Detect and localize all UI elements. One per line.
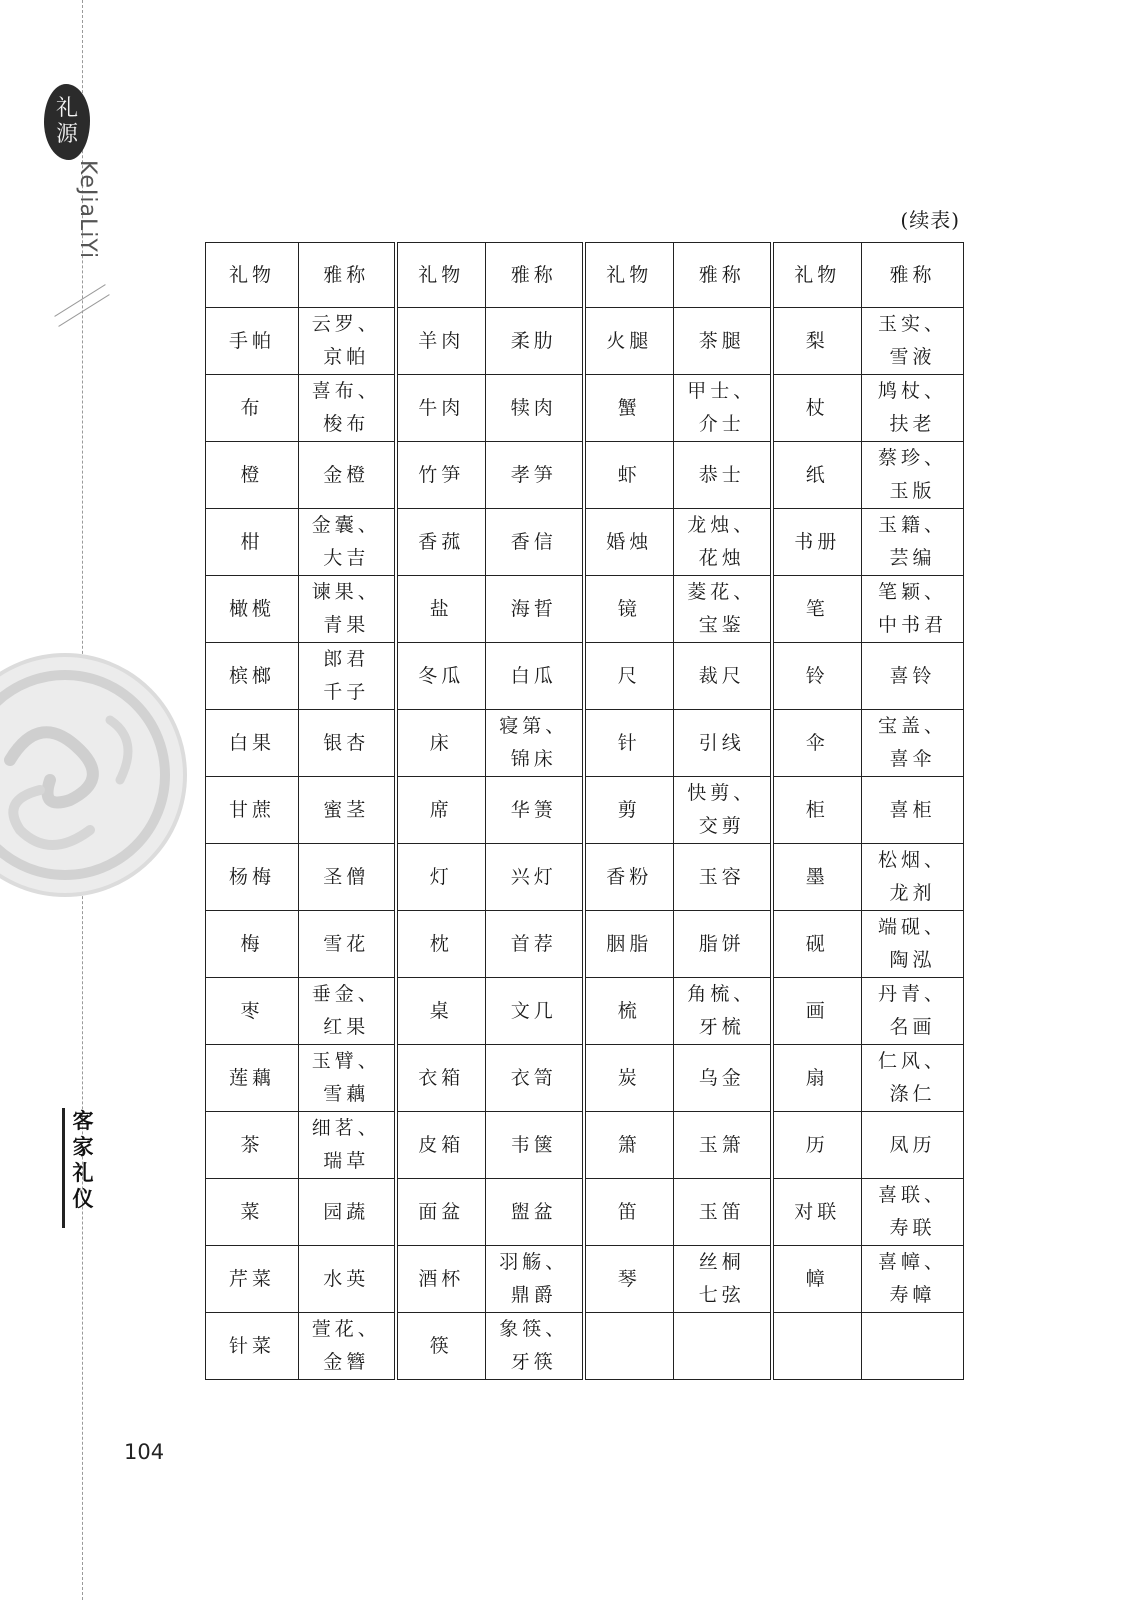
gift-cell xyxy=(772,308,862,375)
elegant-name-cell xyxy=(486,911,584,978)
elegant-name-text: 快剪、 交剪 xyxy=(687,782,757,837)
gift-text: 柜 xyxy=(805,798,829,821)
elegant-name-cell xyxy=(486,1313,584,1380)
gift-cell xyxy=(396,308,486,375)
elegant-name-text: 银杏 xyxy=(323,731,370,754)
elegant-name-cell xyxy=(674,1313,772,1380)
elegant-name-text: 园蔬 xyxy=(323,1200,370,1223)
gift-cell xyxy=(584,1045,674,1112)
elegant-name-text: 玉籍、 芸编 xyxy=(877,514,947,569)
elegant-name-text: 裁尺 xyxy=(698,664,745,687)
elegant-name-cell xyxy=(674,442,772,509)
gift-cell xyxy=(206,1179,299,1246)
gift-cell xyxy=(772,1246,862,1313)
gift-text: 笔 xyxy=(805,597,829,620)
gift-cell xyxy=(584,777,674,844)
table-row xyxy=(206,509,964,576)
elegant-name-text: 玉箫 xyxy=(698,1133,745,1156)
gift-cell xyxy=(584,710,674,777)
elegant-name-cell xyxy=(299,375,396,442)
elegant-name-text: 犊肉 xyxy=(510,396,557,419)
elegant-name-cell xyxy=(299,1045,396,1112)
gift-text: 针菜 xyxy=(228,1334,275,1357)
elegant-name-cell xyxy=(674,844,772,911)
gift-text: 剪 xyxy=(617,798,641,821)
gift-cell xyxy=(584,442,674,509)
elegant-name-text: 韦箧 xyxy=(510,1133,557,1156)
seal-char-1: 礼 xyxy=(55,96,78,121)
elegant-name-cell xyxy=(299,1313,396,1380)
elegant-name-cell xyxy=(862,576,964,643)
elegant-name-text: 郎君 千子 xyxy=(323,648,370,703)
gift-text: 墨 xyxy=(805,865,829,888)
gift-cell xyxy=(206,978,299,1045)
elegant-name-text: 喜布、 梭布 xyxy=(311,380,381,435)
table-row xyxy=(206,978,964,1045)
elegant-name-text: 龙烛、 花烛 xyxy=(687,514,757,569)
gift-cell xyxy=(772,509,862,576)
elegant-name-text: 玉笛 xyxy=(698,1200,745,1223)
header-gift: 礼物 xyxy=(584,243,674,308)
gift-names-table xyxy=(205,242,964,1380)
gift-text: 冬瓜 xyxy=(418,664,465,687)
gift-cell xyxy=(584,1112,674,1179)
elegant-name-text: 菱花、 宝鉴 xyxy=(687,581,757,636)
header-gift: 礼物 xyxy=(206,243,299,308)
seal-char-2: 源 xyxy=(55,122,78,147)
elegant-name-text: 蔡珍、 玉版 xyxy=(877,447,947,502)
elegant-name-text: 衣笥 xyxy=(510,1066,557,1089)
gift-text: 布 xyxy=(240,396,264,419)
table-row xyxy=(206,911,964,978)
gift-cell xyxy=(396,643,486,710)
gift-text: 羊肉 xyxy=(418,329,465,352)
elegant-name-text: 兴灯 xyxy=(510,865,557,888)
gift-cell xyxy=(772,375,862,442)
elegant-name-text: 华箦 xyxy=(510,798,557,821)
gift-text: 婚烛 xyxy=(606,530,653,553)
gift-cell xyxy=(396,1112,486,1179)
gift-text: 杖 xyxy=(805,396,829,419)
gift-cell xyxy=(584,978,674,1045)
gift-cell xyxy=(206,1246,299,1313)
gift-cell xyxy=(396,375,486,442)
elegant-name-cell xyxy=(674,1179,772,1246)
gift-text: 席 xyxy=(429,798,453,821)
gift-text: 香菰 xyxy=(418,530,465,553)
gift-cell xyxy=(396,1179,486,1246)
elegant-name-cell xyxy=(674,1246,772,1313)
elegant-name-cell xyxy=(299,509,396,576)
elegant-name-cell xyxy=(862,911,964,978)
header-gift: 礼物 xyxy=(396,243,486,308)
gift-text: 芹菜 xyxy=(228,1267,275,1290)
gift-text: 枣 xyxy=(240,999,264,1022)
table-row xyxy=(206,1045,964,1112)
gift-text: 书册 xyxy=(794,530,841,553)
table-row xyxy=(206,1179,964,1246)
gift-text: 牛肉 xyxy=(418,396,465,419)
gift-text: 箫 xyxy=(617,1133,641,1156)
elegant-name-cell xyxy=(862,1246,964,1313)
elegant-name-text: 角梳、 牙梳 xyxy=(687,983,757,1038)
gift-cell xyxy=(206,844,299,911)
elegant-name-text: 圣僧 xyxy=(323,865,370,888)
elegant-name-text: 凤历 xyxy=(889,1133,936,1156)
elegant-name-text: 丝桐 七弦 xyxy=(698,1251,745,1306)
gift-text: 白果 xyxy=(228,731,275,754)
elegant-name-cell xyxy=(486,710,584,777)
elegant-name-text: 谏果、 青果 xyxy=(311,581,381,636)
elegant-name-cell xyxy=(862,442,964,509)
gift-cell xyxy=(772,576,862,643)
gift-text: 酒杯 xyxy=(418,1267,465,1290)
gift-text: 竹笋 xyxy=(418,463,465,486)
header-elegant-name: 雅称 xyxy=(674,243,772,308)
elegant-name-text: 脂饼 xyxy=(698,932,745,955)
elegant-name-text: 萱花、 金簪 xyxy=(311,1318,381,1373)
elegant-name-cell xyxy=(674,643,772,710)
elegant-name-cell xyxy=(862,509,964,576)
elegant-name-cell xyxy=(299,911,396,978)
elegant-name-text: 甲士、 介士 xyxy=(687,380,757,435)
elegant-name-cell xyxy=(486,978,584,1045)
header-gift: 礼物 xyxy=(772,243,862,308)
elegant-name-text: 垂金、 红果 xyxy=(311,983,381,1038)
elegant-name-text: 首荐 xyxy=(510,932,557,955)
elegant-name-cell xyxy=(299,710,396,777)
gift-cell xyxy=(584,375,674,442)
elegant-name-text: 寝第、 锦床 xyxy=(499,715,569,770)
elegant-name-cell xyxy=(299,1246,396,1313)
gift-text: 菜 xyxy=(240,1200,264,1223)
gift-cell xyxy=(206,1313,299,1380)
gift-cell xyxy=(584,911,674,978)
header-elegant-name: 雅称 xyxy=(299,243,396,308)
elegant-name-cell xyxy=(674,308,772,375)
elegant-name-cell xyxy=(862,710,964,777)
gift-text: 历 xyxy=(805,1133,829,1156)
gift-text: 槟榔 xyxy=(228,664,275,687)
elegant-name-text: 松烟、 龙剂 xyxy=(877,849,947,904)
gift-text: 筷 xyxy=(429,1334,453,1357)
gift-cell xyxy=(772,643,862,710)
elegant-name-text: 喜幛、 寿幛 xyxy=(877,1251,947,1306)
gift-cell xyxy=(772,978,862,1045)
gift-text: 针 xyxy=(617,731,641,754)
table-row xyxy=(206,576,964,643)
continued-label: (续表) xyxy=(900,208,960,232)
elegant-name-cell xyxy=(674,509,772,576)
gift-text: 茶 xyxy=(240,1133,264,1156)
table-row xyxy=(206,643,964,710)
gift-text: 画 xyxy=(805,999,829,1022)
gift-cell xyxy=(396,1313,486,1380)
gift-cell xyxy=(772,777,862,844)
elegant-name-cell xyxy=(486,509,584,576)
elegant-name-cell xyxy=(862,1112,964,1179)
elegant-name-text: 玉容 xyxy=(698,865,745,888)
gift-cell xyxy=(396,978,486,1045)
gift-text: 炭 xyxy=(617,1066,641,1089)
elegant-name-text: 文几 xyxy=(510,999,557,1022)
gift-cell xyxy=(772,1313,862,1380)
gift-cell xyxy=(772,1112,862,1179)
gift-text: 灯 xyxy=(429,865,453,888)
elegant-name-cell xyxy=(862,1045,964,1112)
table-row xyxy=(206,1112,964,1179)
gift-text: 面盆 xyxy=(418,1200,465,1223)
gift-text: 对联 xyxy=(794,1200,841,1223)
gift-text: 莲藕 xyxy=(228,1066,275,1089)
elegant-name-text: 雪花 xyxy=(323,932,370,955)
gift-text: 梨 xyxy=(805,329,829,352)
table-row xyxy=(206,1246,964,1313)
elegant-name-text: 玉实、 雪液 xyxy=(877,313,947,368)
gift-cell xyxy=(584,844,674,911)
seal-logo xyxy=(44,84,90,160)
elegant-name-text: 乌金 xyxy=(698,1066,745,1089)
gift-text: 皮箱 xyxy=(418,1133,465,1156)
gift-text: 梳 xyxy=(617,999,641,1022)
elegant-name-cell xyxy=(486,308,584,375)
gift-cell xyxy=(584,576,674,643)
gift-text: 蟹 xyxy=(617,396,641,419)
gift-text: 桌 xyxy=(429,999,453,1022)
table-row xyxy=(206,844,964,911)
elegant-name-text: 白瓜 xyxy=(510,664,557,687)
elegant-name-text: 喜柜 xyxy=(889,798,936,821)
gift-cell xyxy=(396,1045,486,1112)
gift-text: 砚 xyxy=(805,932,829,955)
elegant-name-text: 云罗、 京帕 xyxy=(311,313,381,368)
gift-text: 橄榄 xyxy=(228,597,275,620)
elegant-name-text: 细茗、 瑞草 xyxy=(311,1117,381,1172)
gift-cell xyxy=(206,1045,299,1112)
header-elegant-name: 雅称 xyxy=(486,243,584,308)
elegant-name-text: 海晢 xyxy=(510,597,557,620)
elegant-name-cell xyxy=(486,777,584,844)
elegant-name-cell xyxy=(299,777,396,844)
gift-cell xyxy=(206,375,299,442)
gift-cell xyxy=(206,1112,299,1179)
gift-cell xyxy=(584,643,674,710)
table-row xyxy=(206,710,964,777)
book-title: 客家礼仪 xyxy=(62,1108,98,1228)
elegant-name-cell xyxy=(674,576,772,643)
gift-text: 柑 xyxy=(240,530,264,553)
elegant-name-cell xyxy=(486,1112,584,1179)
elegant-name-cell xyxy=(299,643,396,710)
gift-text: 纸 xyxy=(805,463,829,486)
gift-text: 梅 xyxy=(240,932,264,955)
elegant-name-cell xyxy=(486,1045,584,1112)
elegant-name-cell xyxy=(299,844,396,911)
elegant-name-text: 仁风、 涤仁 xyxy=(877,1050,947,1105)
table-row xyxy=(206,308,964,375)
gift-text: 铃 xyxy=(805,664,829,687)
elegant-name-cell xyxy=(299,1112,396,1179)
elegant-name-text: 茶腿 xyxy=(698,329,745,352)
elegant-name-text: 象筷、 牙筷 xyxy=(499,1318,569,1373)
elegant-name-cell xyxy=(486,576,584,643)
elegant-name-cell xyxy=(862,777,964,844)
gift-cell xyxy=(584,1313,674,1380)
gift-cell xyxy=(396,911,486,978)
table-row xyxy=(206,1313,964,1380)
elegant-name-cell xyxy=(486,1179,584,1246)
elegant-name-cell xyxy=(862,844,964,911)
elegant-name-text: 水英 xyxy=(323,1267,370,1290)
gift-cell xyxy=(206,710,299,777)
gift-cell xyxy=(396,777,486,844)
gift-text: 床 xyxy=(429,731,453,754)
gift-text: 虾 xyxy=(617,463,641,486)
elegant-name-text: 羽觞、 鼎爵 xyxy=(499,1251,569,1306)
gift-text: 甘蔗 xyxy=(228,798,275,821)
gift-cell xyxy=(772,1045,862,1112)
gift-text: 扇 xyxy=(805,1066,829,1089)
page-number: 104 xyxy=(124,1440,165,1464)
gift-cell xyxy=(584,308,674,375)
header-elegant-name: 雅称 xyxy=(862,243,964,308)
elegant-name-cell xyxy=(674,777,772,844)
gift-text: 火腿 xyxy=(606,329,653,352)
gift-text: 幛 xyxy=(805,1267,829,1290)
elegant-name-text: 玉臂、 雪藕 xyxy=(311,1050,381,1105)
elegant-name-cell xyxy=(486,643,584,710)
elegant-name-cell xyxy=(299,1179,396,1246)
elegant-name-cell xyxy=(486,375,584,442)
elegant-name-cell xyxy=(862,978,964,1045)
elegant-name-cell xyxy=(862,375,964,442)
elegant-name-text: 恭士 xyxy=(698,463,745,486)
elegant-name-cell xyxy=(674,710,772,777)
gift-cell xyxy=(396,710,486,777)
elegant-name-cell xyxy=(674,911,772,978)
elegant-name-text: 丹青、 名画 xyxy=(877,983,947,1038)
gift-cell xyxy=(584,1246,674,1313)
elegant-name-text: 蜜茎 xyxy=(323,798,370,821)
elegant-name-text: 盥盆 xyxy=(510,1200,557,1223)
gift-cell xyxy=(206,576,299,643)
gift-text: 盐 xyxy=(429,597,453,620)
gift-cell xyxy=(772,710,862,777)
elegant-name-cell xyxy=(299,442,396,509)
gift-cell xyxy=(396,576,486,643)
cloud-ornament-icon xyxy=(0,640,190,910)
table-row xyxy=(206,442,964,509)
elegant-name-cell xyxy=(486,1246,584,1313)
elegant-name-cell xyxy=(862,308,964,375)
elegant-name-text: 端砚、 陶泓 xyxy=(877,916,947,971)
elegant-name-cell xyxy=(486,844,584,911)
gift-cell xyxy=(206,308,299,375)
gift-cell xyxy=(206,643,299,710)
elegant-name-cell xyxy=(299,308,396,375)
gift-text: 琴 xyxy=(617,1267,641,1290)
elegant-name-cell xyxy=(486,442,584,509)
elegant-name-cell xyxy=(674,1045,772,1112)
gift-text: 胭脂 xyxy=(606,932,653,955)
gift-cell xyxy=(206,777,299,844)
elegant-name-cell xyxy=(862,1179,964,1246)
elegant-name-cell xyxy=(862,643,964,710)
elegant-name-text: 金囊、 大吉 xyxy=(311,514,381,569)
gift-cell xyxy=(206,509,299,576)
gift-cell xyxy=(584,509,674,576)
gift-text: 笛 xyxy=(617,1200,641,1223)
gift-cell xyxy=(396,1246,486,1313)
gift-text: 衣箱 xyxy=(418,1066,465,1089)
elegant-name-cell xyxy=(299,978,396,1045)
elegant-name-text: 喜联、 寿联 xyxy=(877,1184,947,1239)
gift-text: 镜 xyxy=(617,597,641,620)
elegant-name-text: 金橙 xyxy=(323,463,370,486)
elegant-name-text: 孝笋 xyxy=(510,463,557,486)
gift-cell xyxy=(584,1179,674,1246)
gift-cell xyxy=(206,442,299,509)
elegant-name-cell xyxy=(299,576,396,643)
table-header-row xyxy=(206,243,964,308)
gift-cell xyxy=(396,509,486,576)
gift-text: 杨梅 xyxy=(228,865,275,888)
gift-cell xyxy=(772,1179,862,1246)
gift-cell xyxy=(396,844,486,911)
elegant-name-cell xyxy=(862,1313,964,1380)
elegant-name-text: 喜铃 xyxy=(889,664,936,687)
gift-text: 尺 xyxy=(617,664,641,687)
table-row xyxy=(206,777,964,844)
gift-text: 香粉 xyxy=(606,865,653,888)
gift-text: 橙 xyxy=(240,463,264,486)
gift-cell xyxy=(206,911,299,978)
elegant-name-cell xyxy=(674,978,772,1045)
elegant-name-text: 鸠杖、 扶老 xyxy=(877,380,947,435)
elegant-name-cell xyxy=(674,375,772,442)
gift-cell xyxy=(396,442,486,509)
elegant-name-text: 笔颖、 中书君 xyxy=(877,581,947,636)
table-row xyxy=(206,375,964,442)
gift-text: 伞 xyxy=(805,731,829,754)
elegant-name-text: 引线 xyxy=(698,731,745,754)
elegant-name-text: 香信 xyxy=(510,530,557,553)
gift-text: 手帕 xyxy=(228,329,275,352)
gift-cell xyxy=(772,911,862,978)
elegant-name-text: 宝盖、 喜伞 xyxy=(877,715,947,770)
elegant-name-text: 柔肋 xyxy=(510,329,557,352)
gift-text: 枕 xyxy=(429,932,453,955)
gift-cell xyxy=(772,844,862,911)
elegant-name-cell xyxy=(674,1112,772,1179)
gift-cell xyxy=(772,442,862,509)
series-title: KeJiaLiYi xyxy=(75,160,100,260)
